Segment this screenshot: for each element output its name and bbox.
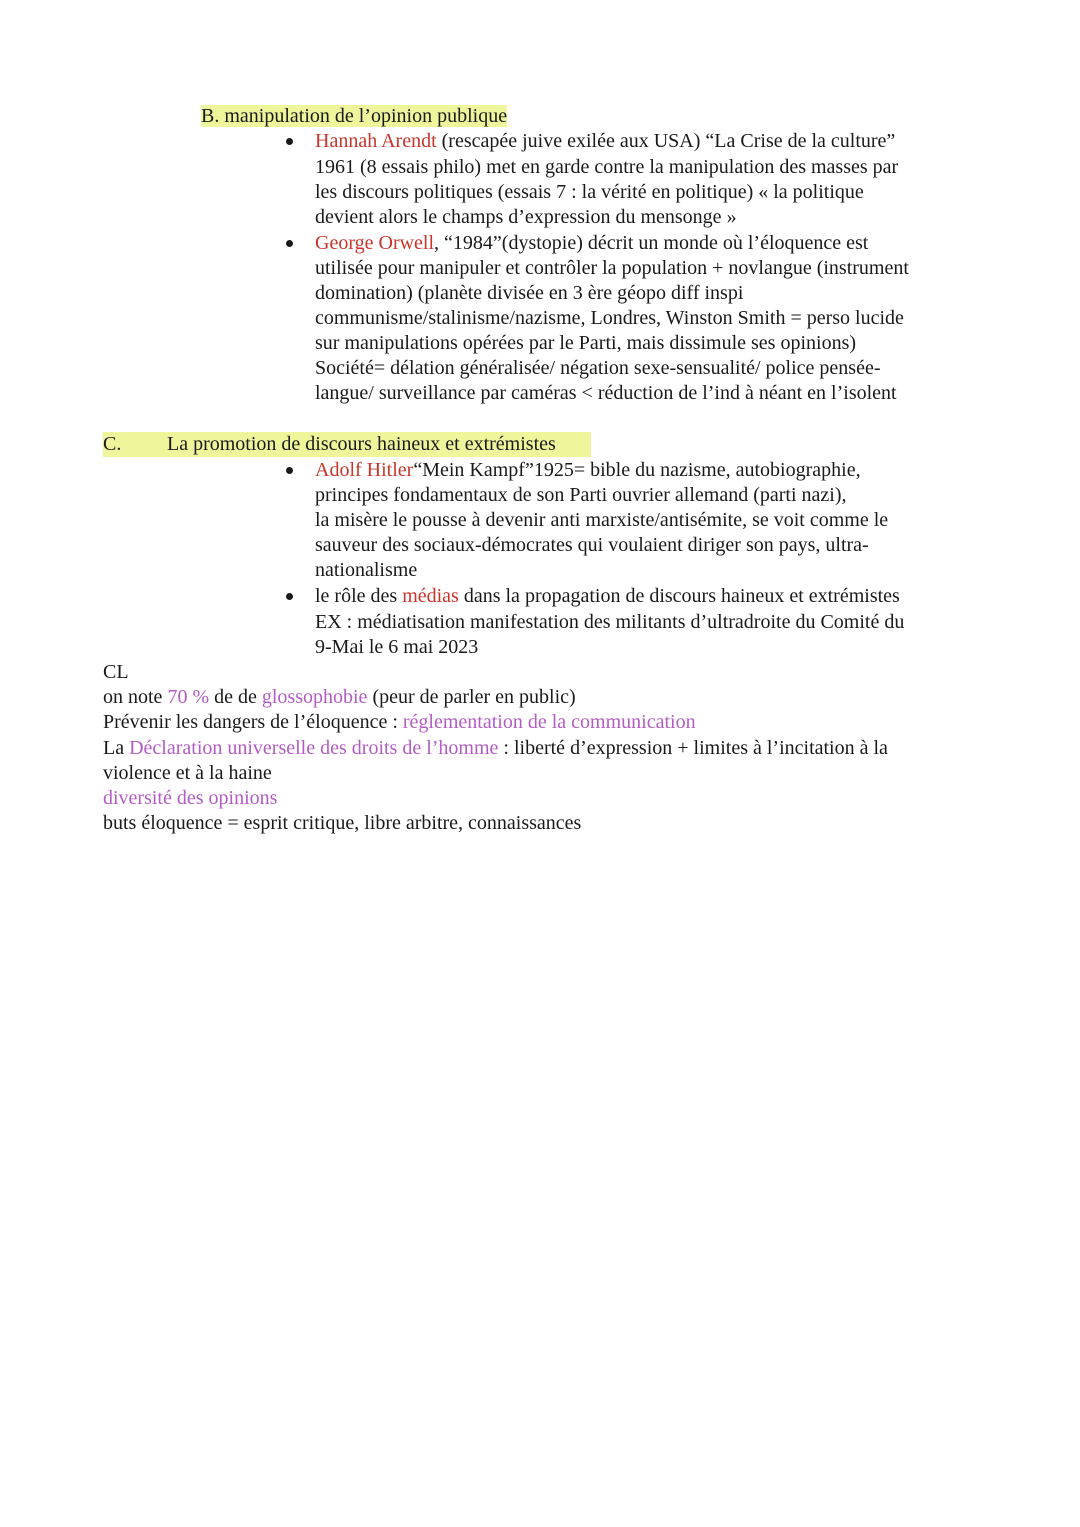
- list-item-text: domination) (planète divisée en 3 ère géopo diff inspi: [315, 282, 744, 304]
- list-item-text: Société= délation généralisée/ négation sexe-sensualité/ police pensée-: [315, 357, 881, 379]
- list-item-text: les discours politiques (essais 7 : la vérité en politique) « la politique: [315, 181, 864, 203]
- list-item-text: utilisée pour manipuler et contrôler la population + novlangue (instrument: [315, 257, 909, 279]
- list-item-text: devient alors le champs d’expression du mensonge »: [315, 206, 737, 228]
- bullet-icon: [286, 593, 293, 600]
- list-item-text: sauveur des sociaux-démocrates qui voulaient diriger son pays, ultra-: [315, 534, 869, 556]
- section-b-heading: B. manipulation de l’opinion publique: [201, 105, 508, 127]
- list-item-orwell: George Orwell, “1984”(dystopie) décrit un monde où l’éloquence est: [315, 232, 869, 254]
- conclusion-line: Prévenir les dangers de l’éloquence : réglementation de la communication: [103, 711, 696, 733]
- list-item-medias: le rôle des médias dans la propagation de discours haineux et extrémistes: [315, 585, 900, 607]
- conclusion-line: La Déclaration universelle des droits de l’homme : liberté d’expression + limites à l’incitation à la: [103, 737, 888, 759]
- list-item-text: langue/ surveillance par caméras < réduction de l’ind à néant en l’isolent: [315, 382, 897, 404]
- conclusion-line: buts éloquence = esprit critique, libre arbitre, connaissances: [103, 812, 582, 834]
- conclusion-line: diversité des opinions: [103, 787, 278, 809]
- person-name: George Orwell: [315, 232, 435, 254]
- list-item-hitler: Adolf Hitler“Mein Kampf”1925= bible du nazisme, autobiographie,: [315, 459, 861, 481]
- person-name: Adolf Hitler: [315, 459, 414, 481]
- bullet-icon: [286, 240, 293, 247]
- bullet-icon: [286, 467, 293, 474]
- conclusion-label: CL: [103, 661, 129, 683]
- list-item-text: communisme/stalinisme/nazisme, Londres, Winston Smith = perso lucide: [315, 307, 904, 329]
- list-item-arendt: Hannah Arendt (rescapée juive exilée aux USA) “La Crise de la culture”: [315, 130, 896, 152]
- conclusion-line: on note 70 % de de glossophobie (peur de parler en public): [103, 686, 576, 708]
- list-item-text: nationalisme: [315, 559, 418, 581]
- list-item-text: 9-Mai le 6 mai 2023: [315, 636, 479, 658]
- list-item-text: principes fondamentaux de son Parti ouvrier allemand (parti nazi),: [315, 484, 847, 506]
- media-term: médias: [402, 585, 459, 607]
- list-item-text: la misère le pousse à devenir anti marxiste/antisémite, se voit comme le: [315, 509, 889, 531]
- list-item-text: sur manipulations opérées par le Parti, mais dissimule ses opinions): [315, 332, 857, 354]
- list-item-text: 1961 (8 essais philo) met en garde contre la manipulation des masses par: [315, 156, 899, 178]
- section-c-heading: C. La promotion de discours haineux et extrémistes: [103, 432, 591, 457]
- list-item-text: EX : médiatisation manifestation des militants d’ultradroite du Comité du: [315, 611, 905, 633]
- conclusion-line: violence et à la haine: [103, 762, 272, 784]
- person-name: Hannah Arendt: [315, 130, 437, 152]
- bullet-icon: [286, 138, 293, 145]
